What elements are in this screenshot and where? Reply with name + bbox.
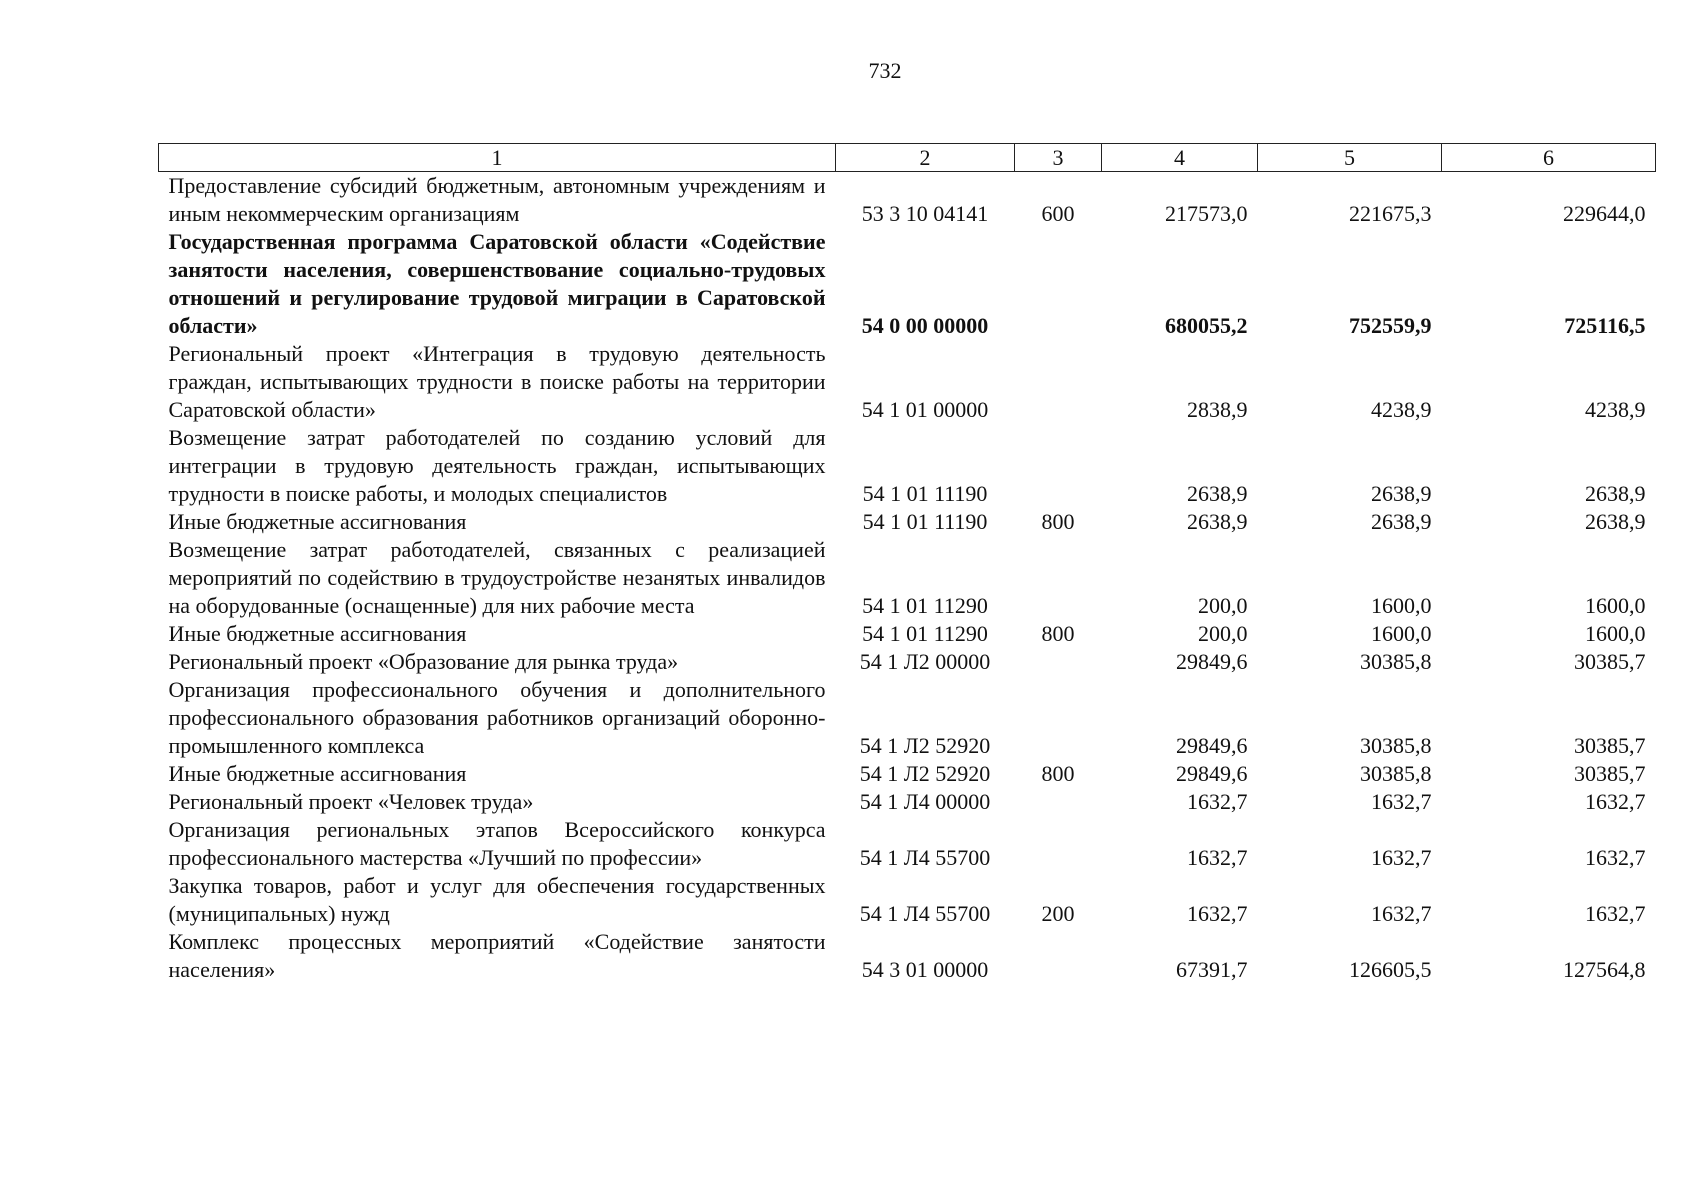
row-value-col6: 127564,8 [1563,957,1646,982]
table-body [159,172,1656,985]
column-header-1: 1 [159,144,836,172]
row-value-col5: 1600,0 [1371,621,1432,646]
column-header-3: 3 [1015,144,1102,172]
row-name: Региональный проект «Образование для рынка труда» [168,649,679,674]
row-code: 54 1 Л2 52920 [859,761,991,786]
row-value-col5: 30385,8 [1360,733,1432,758]
row-value-col5: 2638,9 [1371,481,1432,506]
row-value-col5: 30385,8 [1360,761,1432,786]
row-code: 54 0 00 00000 [861,313,989,338]
row-value-col5: 126605,5 [1349,957,1432,982]
row-code: 54 1 01 11290 [862,593,988,618]
row-expense-type [1015,536,1102,620]
row-value-col5: 221675,3 [1349,201,1432,226]
table-row [159,424,1656,508]
row-value-col5: 30385,8 [1360,649,1432,674]
table-row [159,928,1656,984]
row-expense-type [1015,788,1102,816]
row-value-col5: 4238,9 [1371,397,1432,422]
row-value-col6: 725116,5 [1564,313,1646,338]
row-code: 54 1 01 00000 [861,397,989,422]
row-value-col4: 1632,7 [1187,789,1248,814]
table-row [159,508,1656,536]
row-value-col4: 200,0 [1198,593,1248,618]
table-row [159,872,1656,928]
row-value-col6: 229644,0 [1563,201,1646,226]
page-number: 732 [868,58,902,83]
row-value-col5: 1632,7 [1371,789,1432,814]
table-row [159,676,1656,760]
row-expense-type: 200 [1041,901,1075,926]
row-value-col6: 30385,7 [1574,761,1646,786]
table-row [159,788,1656,816]
row-expense-type: 600 [1041,201,1075,226]
row-expense-type [1015,340,1102,424]
row-value-col6: 1632,7 [1585,789,1646,814]
column-header-2: 2 [836,144,1015,172]
row-name: Закупка товаров, работ и услуг для обеспечения государственных (муниципальных) нужд [168,873,826,926]
row-value-col4: 1632,7 [1187,901,1248,926]
row-value-col4: 2638,9 [1187,509,1248,534]
row-name: Иные бюджетные ассигнования [168,509,467,534]
row-name: Иные бюджетные ассигнования [168,761,467,786]
table-row [159,760,1656,788]
row-value-col4: 67391,7 [1176,957,1248,982]
row-name: Региональный проект «Человек труда» [168,789,534,814]
row-name: Региональный проект «Интеграция в трудовую деятельность граждан, испытывающих трудности в поиске работы на территории Саратовской области» [168,341,826,422]
row-name: Возмещение затрат работодателей, связанных с реализацией мероприятий по содействию в трудоустройстве незанятых инвалидов на оборудованные (оснащенные) для них рабочие места [168,537,826,618]
row-expense-type [1015,676,1102,760]
row-value-col5: 1600,0 [1371,593,1432,618]
row-expense-type [1015,228,1102,340]
row-code: 54 3 01 00000 [861,957,989,982]
row-name: Организация профессионального обучения и дополнительного профессионального образования работников организаций оборонно-промышленного комплекса [168,677,826,758]
row-value-col4: 29849,6 [1176,733,1248,758]
row-code: 54 1 Л4 55700 [859,845,991,870]
row-name: Комплекс процессных мероприятий «Содействие занятости населения» [168,929,826,982]
row-expense-type [1015,424,1102,508]
table-row [159,536,1656,620]
table-row [159,340,1656,424]
row-code: 54 1 Л2 00000 [859,649,991,674]
column-header-4: 4 [1102,144,1258,172]
row-name: Государственная программа Саратовской области «Содействие занятости населения, совершенствование социально-трудовых отношений и регулирование трудовой миграции в Саратовской области» [168,229,826,338]
row-value-col6: 2638,9 [1585,509,1646,534]
row-value-col6: 2638,9 [1585,481,1646,506]
row-code: 53 3 10 04141 [861,201,989,226]
row-name: Предоставление субсидий бюджетным, автономным учреждениям и иным некоммерческим организациям [168,173,826,226]
column-header-5: 5 [1258,144,1442,172]
row-expense-type [1015,648,1102,676]
row-name: Иные бюджетные ассигнования [168,621,467,646]
row-code: 54 1 Л4 00000 [859,789,991,814]
row-value-col6: 1600,0 [1585,621,1646,646]
row-value-col4: 29849,6 [1176,649,1248,674]
row-value-col6: 1632,7 [1585,845,1646,870]
row-expense-type: 800 [1041,509,1075,534]
row-code: 54 1 01 11190 [862,481,988,506]
row-value-col5: 2638,9 [1371,509,1432,534]
row-value-col6: 1632,7 [1585,901,1646,926]
table-row [159,648,1656,676]
row-value-col4: 2638,9 [1187,481,1248,506]
budget-table [158,143,1656,984]
table-row [159,816,1656,872]
row-expense-type: 800 [1041,761,1075,786]
row-expense-type [1015,928,1102,984]
row-code: 54 1 01 11290 [862,621,988,646]
row-value-col6: 30385,7 [1574,733,1646,758]
table-row [159,228,1656,340]
row-value-col4: 2838,9 [1187,397,1248,422]
row-value-col4: 680055,2 [1165,313,1248,338]
row-value-col4: 200,0 [1198,621,1248,646]
row-value-col5: 752559,9 [1349,313,1432,338]
row-code: 54 1 01 11190 [862,509,988,534]
table-header-row [159,144,1656,172]
row-value-col4: 1632,7 [1187,845,1248,870]
table-row [159,620,1656,648]
row-value-col4: 29849,6 [1176,761,1248,786]
row-code: 54 1 Л2 52920 [859,733,991,758]
row-value-col4: 217573,0 [1165,201,1248,226]
row-value-col5: 1632,7 [1371,901,1432,926]
row-value-col6: 1600,0 [1585,593,1646,618]
row-value-col6: 4238,9 [1585,397,1646,422]
row-expense-type [1015,816,1102,872]
row-code: 54 1 Л4 55700 [859,901,991,926]
row-value-col5: 1632,7 [1371,845,1432,870]
row-expense-type: 800 [1041,621,1075,646]
row-name: Организация региональных этапов Всероссийского конкурса профессионального мастерства «Лучший по профессии» [168,817,826,870]
column-header-6: 6 [1442,144,1656,172]
row-value-col6: 30385,7 [1574,649,1646,674]
table-row [159,172,1656,229]
row-name: Возмещение затрат работодателей по созданию условий для интеграции в трудовую деятельность граждан, испытывающих трудности в поиске работы, и молодых специалистов [168,425,826,506]
